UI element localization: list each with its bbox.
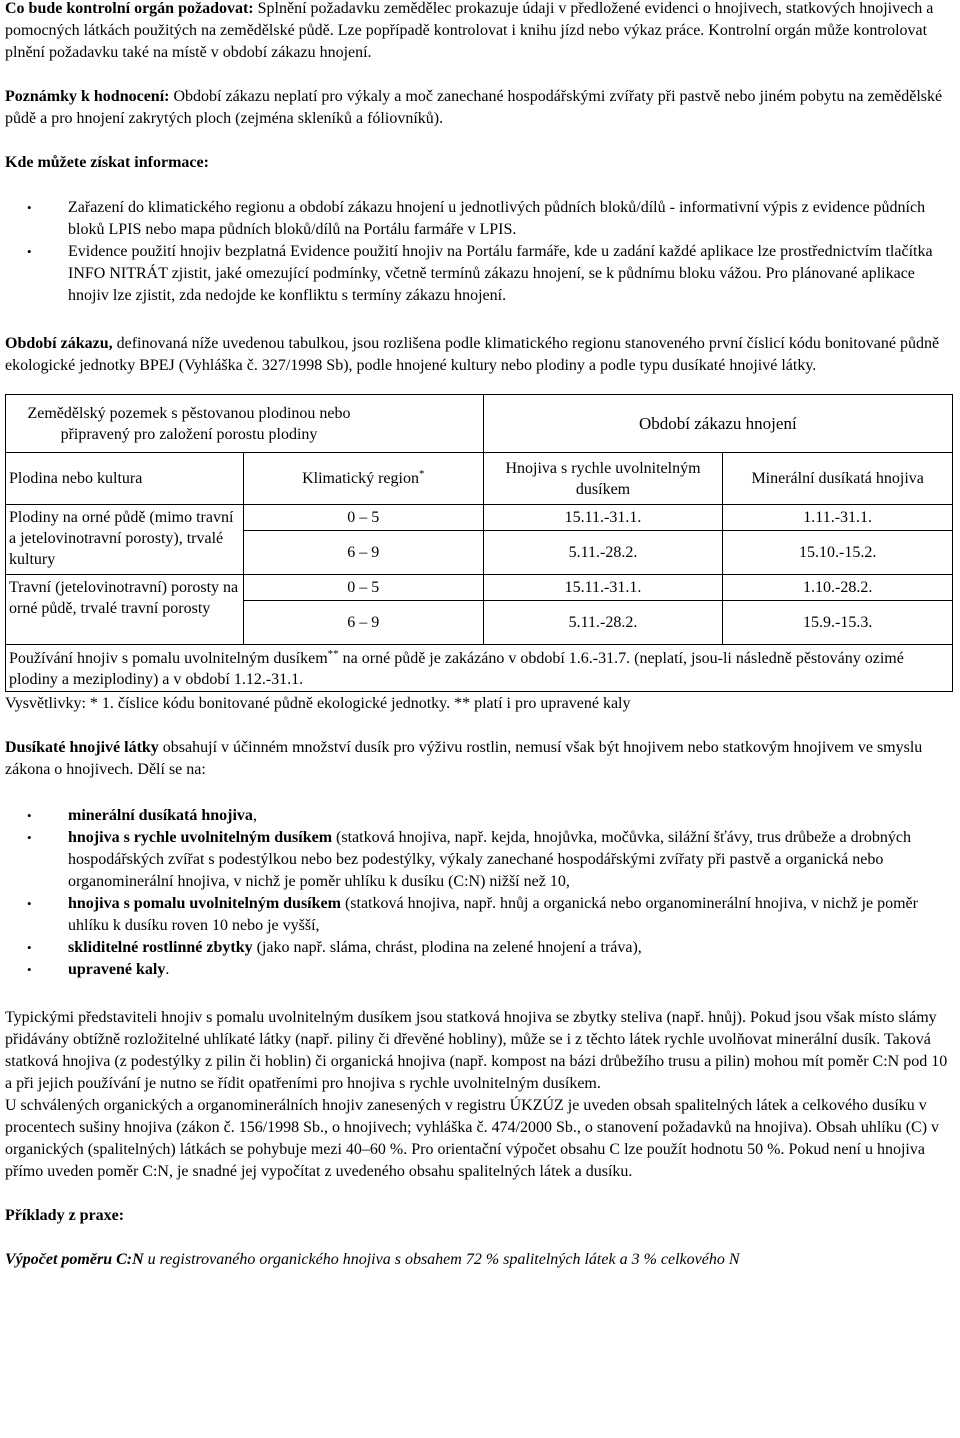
info-heading: Kde můžete získat informace: [5, 154, 209, 171]
table-period-header: Období zákazu hnojení [483, 395, 952, 453]
fast-cell: 5.11.-28.2. [483, 531, 723, 575]
col-fast-header: Hnojiva s rychle uvolnitelným dusíkem [483, 453, 723, 505]
region-cell: 6 – 9 [243, 601, 483, 645]
region-cell: 0 – 5 [243, 575, 483, 601]
fertilizer-type-item: • hnojiva s rychle uvolnitelným dusíkem (statková hnojiva, např. kejda, hnojůvka, močůvka, silážní šťávy, trus drůbeže a drobných hospodářských zvířat s podestýlkou nebo bez podestýlky, výkaly zanechané hospodářskými zvířaty při pastvě a organická nebo organominerální hnojiva, v nichž je poměr uhlíku k dusíku (C:N) nižší než 10, [5, 827, 953, 893]
info-item: • Evidence použití hnojiv bezplatná Evidence použití hnojiv na Portálu farmáře, kde u zadání každé aplikace lze prostřednictvím tlačítka INFO NITRÁT zjistit, jaké omezující podmínky, včetně termínů zákazu hnojení, se k půdnímu bloku vážou. Pro plánované aplikace hnojiv lze zjistit, zda nedojde ke konfliktu s termíny zákazu hnojení. [5, 241, 953, 307]
notes-paragraph [5, 86, 953, 130]
table-group-header: Zemědělský pozemek s pěstovanou plodinou nebo připravený pro založení porostu plodiny [6, 395, 484, 453]
fertilizer-type-item: • hnojiva s pomalu uvolnitelným dusíkem (statková hnojiva, např. hnůj a organická nebo organominerální hnojiva, v nichž je poměr uhlíku k dusíku roven 10 nebo je vyšší, [5, 893, 953, 937]
crop-cell: Plodiny na orné půdě (mimo travní a jetelovinotravní porosty), trvalé kultury [6, 505, 244, 575]
examples-heading: Příklady z praxe: [5, 1207, 125, 1224]
mineral-cell: 15.10.-15.2. [723, 531, 953, 575]
control-heading: Co bude kontrolní orgán požadovat: [5, 0, 254, 17]
col-mineral-header: Minerální dusíkatá hnojiva [723, 453, 953, 505]
region-cell: 0 – 5 [243, 505, 483, 531]
fertilizer-type-item: • upravené kaly. [5, 959, 953, 981]
table-footer-row [6, 645, 953, 692]
table-row [6, 575, 953, 601]
mineral-cell: 1.11.-31.1. [723, 505, 953, 531]
col-crop-header: Plodina nebo kultura [6, 453, 244, 505]
control-paragraph [5, 0, 953, 64]
crop-cell: Travní (jetelovinotravní) porosty na orné půdě, trvalé travní porosty [6, 575, 244, 645]
period-text: definovaná níže uvedenou tabulkou, jsou rozlišena podle klimatického regionu stanoveného první číslicí kódu bonitované půdně ekologické jednotky BPEJ (Vyhláška č. 327/1998 Sb), podle hnojené kultury nebo plodiny a podle typu dusíkaté hnojivé látky. [5, 335, 940, 374]
col-region-header: Klimatický region* [243, 453, 483, 505]
fertilizers-heading: Dusíkaté hnojivé látky [5, 739, 159, 756]
typical-paragraph: Typickými představiteli hnojiv s pomalu uvolnitelným dusíkem jsou statková hnojiva se zbytky steliva (např. hnůj). Pokud jsou však místo slámy přidávány obtížně rozložitelné uhlíkaté látky (např. piliny či dřevěné hobliny), může se i z těchto látek rychle uvolňovat minerální dusík. Taková statková hnojiva (z podestýlky z pilin či hoblin) či organická hnojiva (např. kompost na bázi drůbežího trusu a pilin) mohou mít poměr C:N pod 10 a při jejich používání je nutno se řídit opatřeními pro hnojiva s rychle uvolnitelným dusíkem. [5, 1009, 948, 1092]
fertilizer-type-item: • skliditelné rostlinné zbytky (jako např. sláma, chrást, plodina na zelené hnojení a tráva), [5, 937, 953, 959]
period-heading: Období zákazu, [5, 335, 113, 352]
info-list [5, 197, 953, 307]
example-title: Výpočet poměru C:N u registrovaného organického hnojiva s obsahem 72 % spalitelných látek a 3 % celkového N [5, 1251, 740, 1268]
period-paragraph [5, 333, 953, 377]
registry-paragraph: U schválených organických a organominerálních hnojiv zanesených v registru ÚKZÚZ je uveden obsah spalitelných látek a celkového dusíku v procentech sušiny hnojiva (zákon č. 156/1998 Sb., o hnojivech; vyhláška č. 474/2000 Sb., o stanovení požadavků na hnojiva). Obsah uhlíku (C) v organických (spalitelných) látkách se pohybuje mezi 40–60 %. Pro orientační výpočet obsahu C lze použít hodnotu 50 %. Pokud není u hnojiva přímo uveden poměr C:N, je snadné jej vypočítat z uvedeného obsahu spalitelných látek a dusíku. [5, 1097, 940, 1180]
fast-cell: 15.11.-31.1. [483, 505, 723, 531]
fertilizer-types-list [5, 805, 953, 981]
control-text: Splnění požadavku zemědělec prokazuje údaji v předložené evidenci o hnojivech, statkových hnojivech a pomocných látkách použitých na zemědělské půdě. Lze popřípadě kontrolovat i knihu jízd nebo výkaz práce. Kontrolní orgán může kontrolovat plnění požadavku také na místě v období zákazu hnojení. [5, 0, 934, 61]
mineral-cell: 1.10.-28.2. [723, 575, 953, 601]
fertilizers-paragraph [5, 737, 953, 781]
region-cell: 6 – 9 [243, 531, 483, 575]
mineral-cell: 15.9.-15.3. [723, 601, 953, 645]
table-footer-cell: Používání hnojiv s pomalu uvolnitelným dusíkem** na orné půdě je zakázáno v období 1.6.-31.7. (neplatí, jsou-li následně pěstovány ozimé plodiny a meziplodiny) a v období 1.12.-31.1. [6, 645, 953, 692]
explanations: Vysvětlivky: * 1. číslice kódu bonitované půdně ekologické jednotky. ** platí i pro upravené kaly [5, 695, 631, 712]
fast-cell: 5.11.-28.2. [483, 601, 723, 645]
fast-cell: 15.11.-31.1. [483, 575, 723, 601]
document-page [5, 0, 953, 1271]
table-row [6, 505, 953, 531]
info-item: • Zařazení do klimatického regionu a období zákazu hnojení u jednotlivých půdních bloků/dílů - informativní výpis z evidence půdních bloků LPIS nebo mapa půdních bloků/dílů na Portálu farmáře v LPIS. [5, 197, 953, 241]
notes-heading: Poznámky k hodnocení: [5, 88, 170, 105]
fertilizer-type-item: • minerální dusíkatá hnojiva, [5, 805, 953, 827]
notes-text: Období zákazu neplatí pro výkaly a moč zanechané hospodářskými zvířaty při pastvě nebo jiném pobytu na zemědělské půdě a pro hnojení zakrytých ploch (zejména skleníků a fóliovníků). [5, 88, 943, 127]
fertilizers-text: obsahují v účinném množství dusík pro výživu rostlin, nemusí však být hnojivem nebo statkovým hnojivem ve smyslu zákona o hnojivech. Dělí se na: [5, 739, 923, 778]
ban-period-table [5, 394, 953, 692]
